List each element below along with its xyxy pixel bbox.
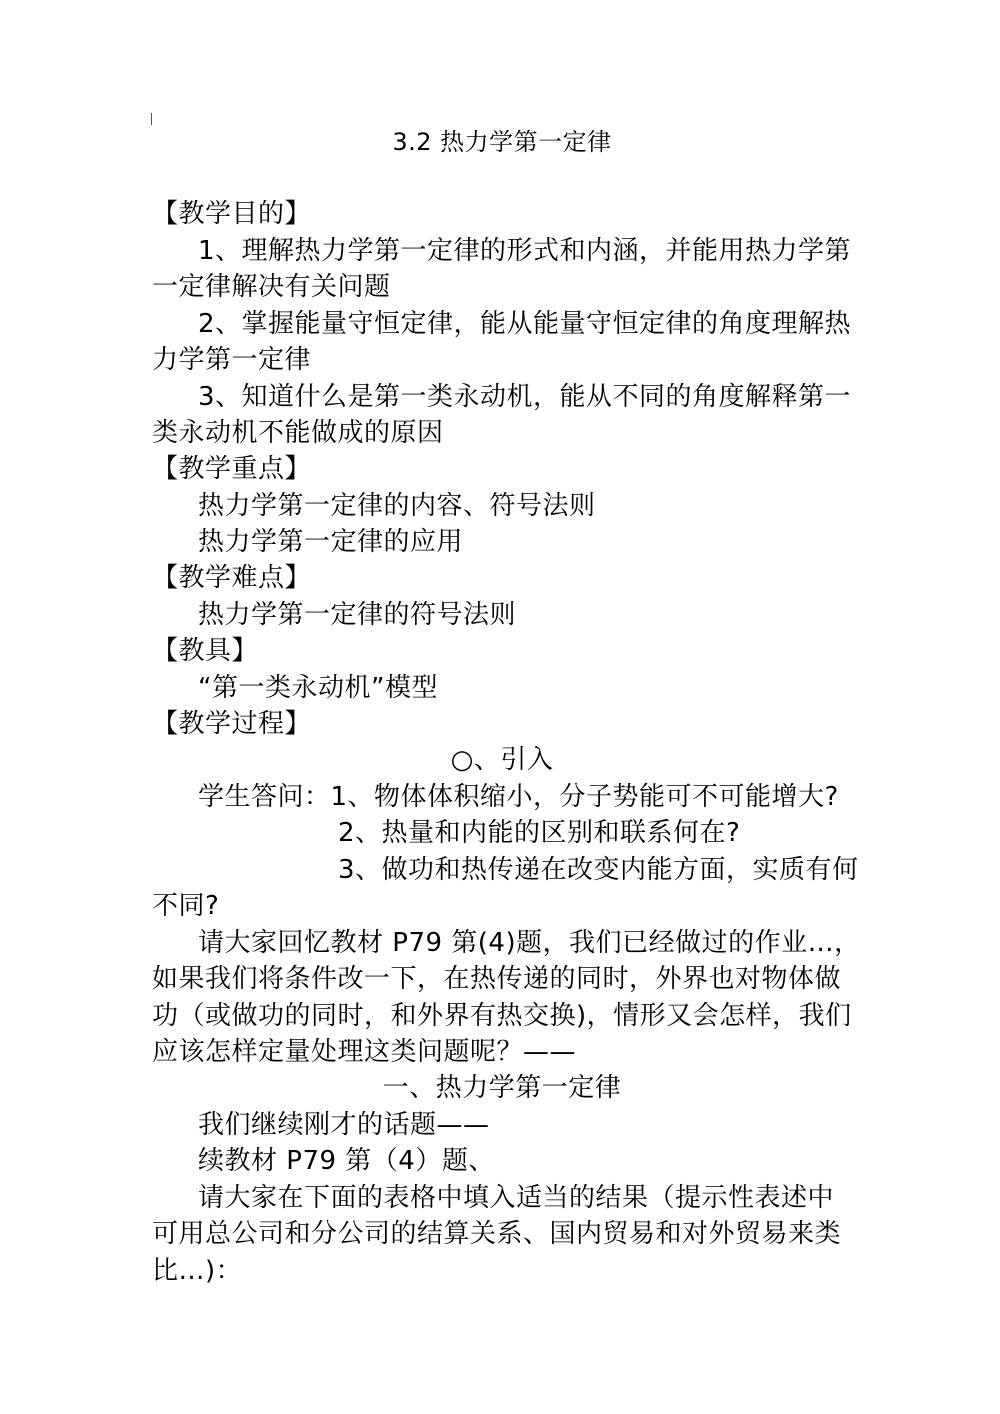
intro-paragraph-line-3: 功（或做功的同时，和外界有热交换)，情形又会怎样，我们	[152, 1001, 852, 1031]
objective-3-line-2: 类永动机不能做成的原因	[152, 418, 444, 448]
objective-1-line-1: 1、理解热力学第一定律的形式和内涵，并能用热力学第	[198, 236, 852, 266]
tool-1: “第一类永动机”模型	[198, 673, 438, 703]
tools-heading: 【教具】	[152, 636, 259, 666]
key-point-1: 热力学第一定律的内容、符号法则	[198, 491, 596, 521]
intro-paragraph-line-4: 应该怎样定量处理这类问题呢？——	[152, 1037, 577, 1067]
part1-line-5: 比…)：	[152, 1256, 243, 1286]
objectives-heading: 【教学目的】	[152, 199, 312, 229]
document-title: 3.2 热力学第一定律	[392, 128, 612, 156]
part1-heading: 一、热力学第一定律	[382, 1073, 622, 1103]
intro-heading: ○、引入	[450, 745, 554, 775]
intro-paragraph-line-2: 如果我们将条件改一下，在热传递的同时，外界也对物体做	[152, 964, 842, 994]
objective-2-line-1: 2、掌握能量守恒定律，能从能量守恒定律的角度理解热	[198, 309, 852, 339]
process-heading: 【教学过程】	[152, 709, 312, 739]
key-point-2: 热力学第一定律的应用	[198, 527, 464, 557]
difficulties-heading: 【教学难点】	[152, 563, 312, 593]
objective-3-line-1: 3、知道什么是第一类永动机，能从不同的角度解释第一	[198, 382, 852, 412]
part1-line-2: 续教材 P79 第（4）题、	[198, 1146, 495, 1176]
objective-2-line-2: 力学第一定律	[152, 345, 312, 375]
key-points-heading: 【教学重点】	[152, 454, 312, 484]
objective-1-line-2: 一定律解决有关问题	[152, 272, 391, 302]
difficulty-1: 热力学第一定律的符号法则	[198, 600, 517, 630]
intro-question-2: 2、热量和内能的区别和联系何在?	[338, 818, 741, 848]
intro-question-3: 3、做功和热传递在改变内能方面，实质有何	[338, 855, 859, 885]
intro-question-1: 学生答问：1、物体体积缩小，分子势能可不可能增大?	[198, 782, 839, 812]
intro-question-3-cont: 不同?	[152, 891, 220, 921]
part1-line-1: 我们继续刚才的话题——	[198, 1110, 490, 1140]
intro-paragraph-line-1: 请大家回忆教材 P79 第(4)题，我们已经做过的作业…，	[198, 928, 861, 958]
part1-line-4: 可用总公司和分公司的结算关系、国内贸易和对外贸易来类	[152, 1219, 842, 1249]
part1-line-3: 请大家在下面的表格中填入适当的结果（提示性表述中	[198, 1183, 835, 1213]
